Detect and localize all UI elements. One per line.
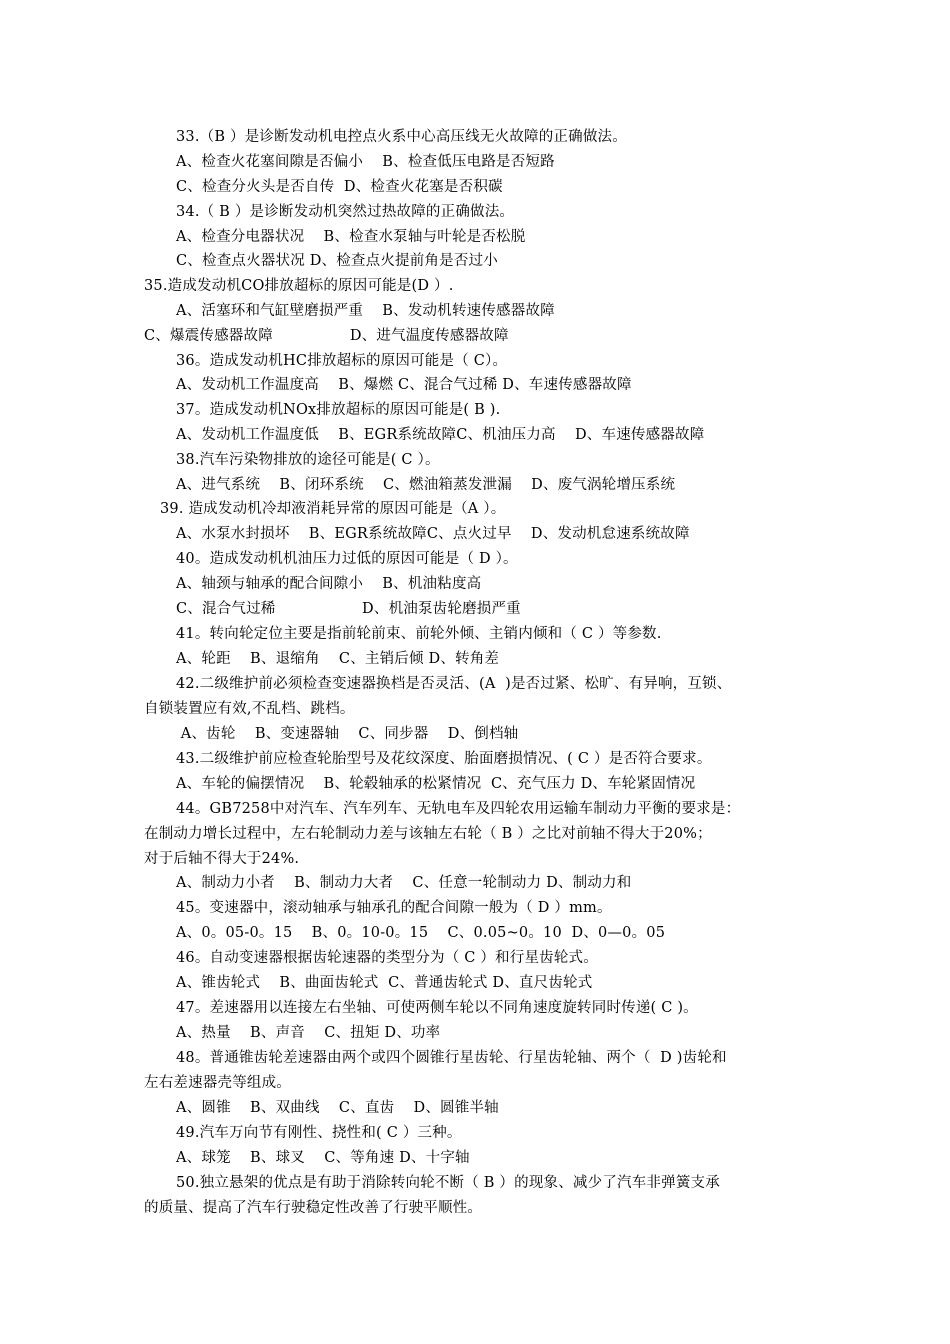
question-47: 47。差速器用以连接左右坐轴、可使两侧车轮以不同角速度旋转同时传递( C )。 — [176, 1000, 698, 1016]
question-33-options-cd: C、检查分火头是否自传 D、检查火花塞是否积碳 — [176, 179, 503, 195]
question-38-options: A、进气系统 B、闭环系统 C、燃油箱蒸发泄漏 D、废气涡轮增压系统 — [176, 477, 676, 493]
question-37-options: A、发动机工作温度低 B、EGR系统故障C、机油压力高 D、车速传感器故障 — [176, 427, 705, 443]
question-39: 39. 造成发动机冷却液消耗异常的原因可能是（A ）。 — [160, 501, 506, 517]
question-45: 45。变速器中，滚动轴承与轴承孔的配合间隙一般为（ D ）mm。 — [176, 900, 612, 916]
question-46-options: A、锥齿轮式 B、曲面齿轮式 C、普通齿轮式 D、直尺齿轮式 — [176, 975, 593, 991]
question-44-continued-1: 在制动力增长过程中，左右轮制动力差与该轴左右轮（ B ）之比对前轴不得大于20%； — [144, 826, 712, 842]
question-40-options-cd: C、混合气过稀 D、机油泵齿轮磨损严重 — [176, 601, 521, 617]
question-42-options: A、齿轮 B、变速器轴 C、同步器 D、倒档轴 — [176, 726, 519, 742]
question-42-continued: 自锁装置应有效,不乱档、跳档。 — [144, 701, 355, 717]
question-44: 44。GB7258中对汽车、汽车列车、无轨电车及四轮农用运输车制动力平衡的要求是： — [176, 801, 741, 817]
question-33: 33.（B ）是诊断发动机电控点火系中心高压线无火故障的正确做法。 — [176, 129, 627, 145]
question-34-options-cd: C、检查点火器状况 D、检查点火提前角是否过小 — [176, 253, 498, 269]
question-35-options-ab: A、活塞环和气缸壁磨损严重 B、发动机转速传感器故障 — [176, 303, 555, 319]
question-34: 34.（ B ）是诊断发动机突然过热故障的正确做法。 — [176, 204, 515, 220]
question-35-options-cd: C、爆震传感器故障 D、进气温度传感器故障 — [144, 328, 509, 344]
question-40-options-ab: A、轴颈与轴承的配合间隙小 B、机油粘度高 — [176, 576, 482, 592]
question-44-options: A、制动力小者 B、制动力大者 C、任意一轮制动力 D、制动力和 — [176, 875, 632, 891]
question-47-options: A、热量 B、声音 C、扭矩 D、功率 — [176, 1025, 441, 1041]
question-46: 46。自动变速器根据齿轮速器的类型分为（ C ）和行星齿轮式。 — [176, 950, 598, 966]
question-48-options: A、圆锥 B、双曲线 C、直齿 D、圆锥半轴 — [176, 1100, 499, 1116]
question-48-continued: 左右差速器壳等组成。 — [144, 1075, 291, 1091]
question-42: 42.二级维护前必须检查变速器换档是否灵活、(A )是否过紧、松旷、有异响，互锁、 — [176, 676, 732, 692]
question-40: 40。造成发动机机油压力过低的原因可能是（ D ）。 — [176, 551, 518, 567]
question-33-options-ab: A、检查火花塞间隙是否偏小 B、检查低压电路是否短路 — [176, 154, 555, 170]
question-36: 36。造成发动机HC排放超标的原因可能是（ C）。 — [176, 353, 508, 369]
question-35: 35.造成发动机CO排放超标的原因可能是(D ）. — [144, 278, 454, 294]
question-49: 49.汽车万向节有刚性、挠性和( C ）三种。 — [176, 1125, 462, 1141]
question-38: 38.汽车污染物排放的途径可能是( C ）。 — [176, 452, 440, 468]
question-41-options: A、轮距 B、退缩角 C、主销后倾 D、转角差 — [176, 651, 500, 667]
question-44-continued-2: 对于后轴不得大于24%. — [144, 851, 300, 867]
question-49-options: A、球笼 B、球叉 C、等角速 D、十字轴 — [176, 1150, 470, 1166]
question-43-options: A、车轮的偏摆情况 B、轮毂轴承的松紧情况 C、充气压力 D、车轮紧固情况 — [176, 776, 696, 792]
question-39-options: A、水泵水封损坏 B、EGR系统故障C、点火过早 D、发动机怠速系统故障 — [176, 526, 690, 542]
question-37: 37。造成发动机NOx排放超标的原因可能是( B ). — [176, 402, 501, 418]
question-50: 50.独立悬架的优点是有助于消除转向轮不断（ B ）的现象、减少了汽车非弹簧支承 — [176, 1175, 720, 1191]
question-43: 43.二级维护前应检查轮胎型号及花纹深度、胎面磨损情况、( C ）是否符合要求。 — [176, 751, 712, 767]
question-48: 48。普通锥齿轮差速器由两个或四个圆锥行星齿轮、行星齿轮轴、两个（ D )齿轮和 — [176, 1050, 727, 1066]
question-50-continued: 的质量、提高了汽车行驶稳定性改善了行驶平顺性。 — [144, 1200, 483, 1216]
question-36-options: A、发动机工作温度高 B、爆燃 C、混合气过稀 D、车速传感器故障 — [176, 377, 632, 393]
question-34-options-ab: A、检查分电器状况 B、检查水泵轴与叶轮是否松脱 — [176, 229, 526, 245]
question-45-options: A、0。05-0。15 B、0。10-0。15 C、0.05~0。10 D、0—0。05 — [176, 925, 666, 941]
question-41: 41。转向轮定位主要是指前轮前束、前轮外倾、主销内倾和（ C ）等参数. — [176, 626, 662, 642]
